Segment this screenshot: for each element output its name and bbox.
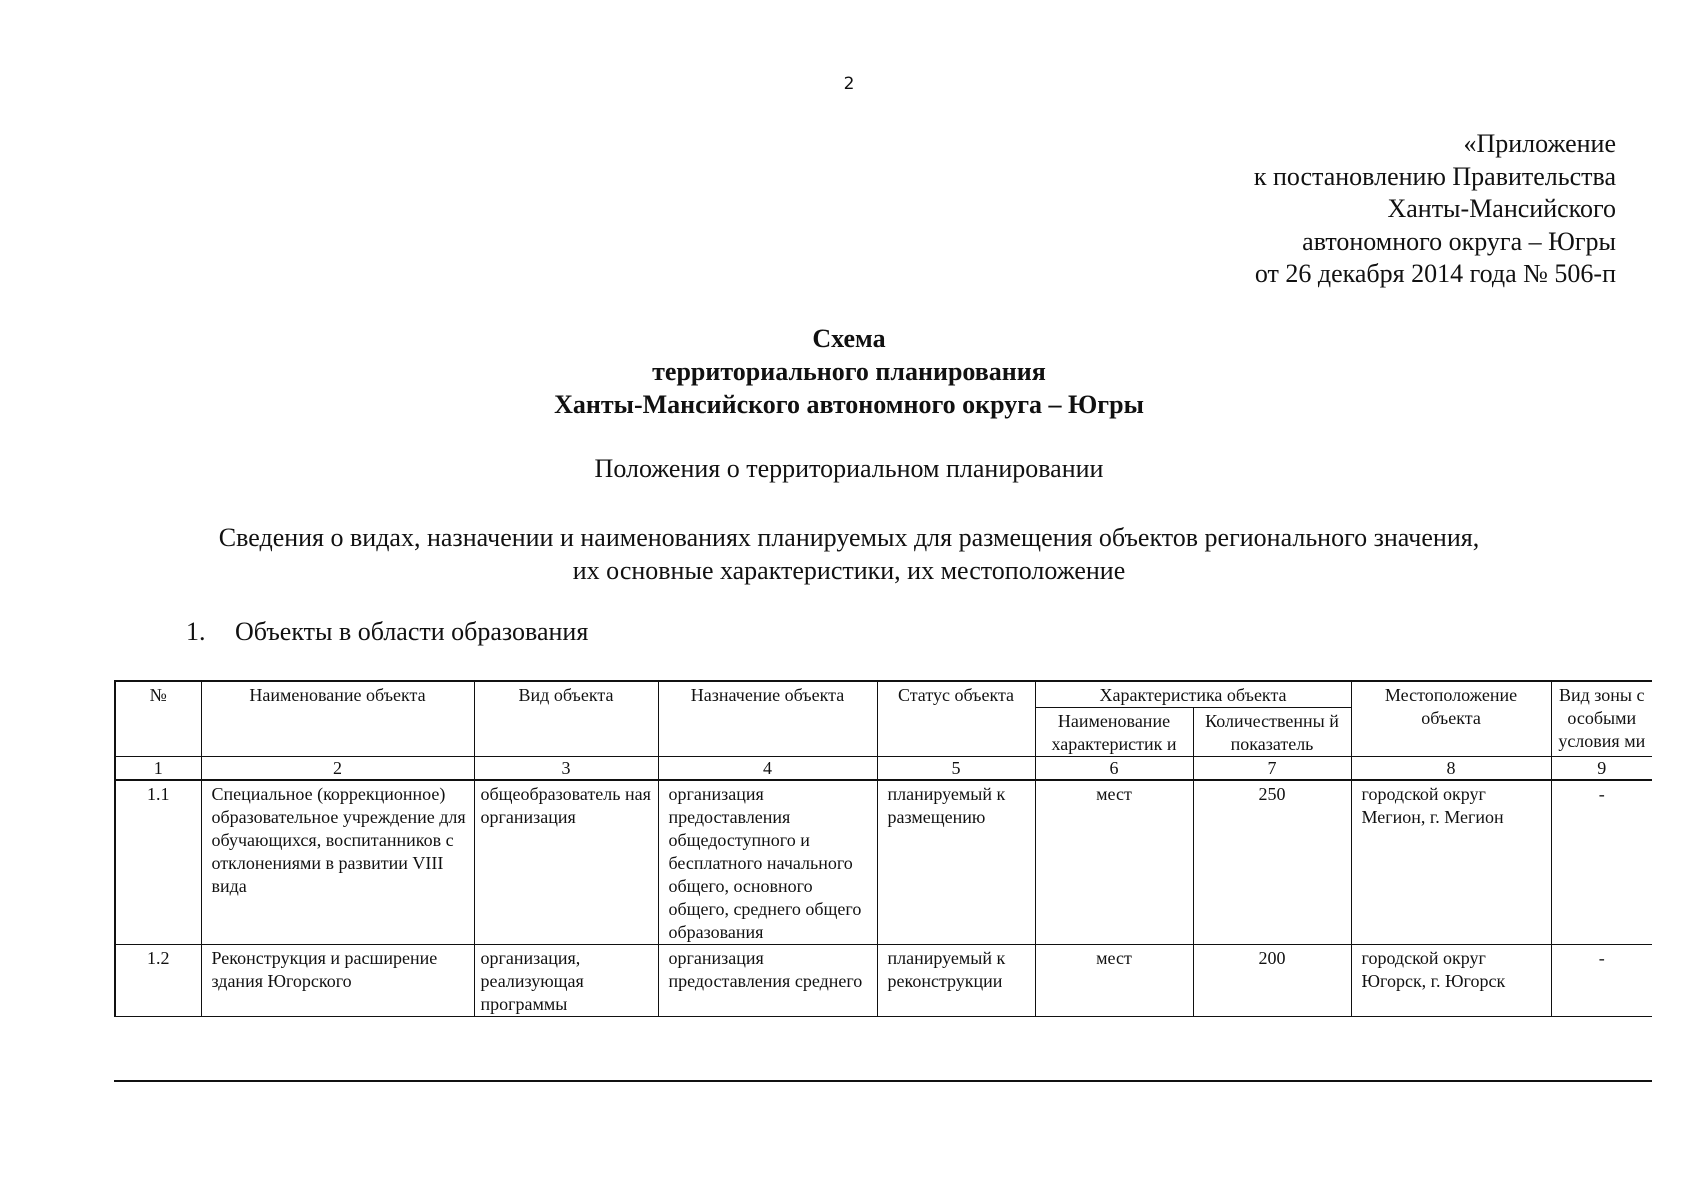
appendix-line: от 26 декабря 2014 года № 506-п: [1254, 259, 1616, 288]
cell-char-name: мест: [1035, 780, 1193, 945]
header-zone: Вид зоны с особыми условия ми: [1551, 681, 1652, 757]
header-location: Местоположение объекта: [1351, 681, 1551, 757]
header-num: №: [115, 681, 201, 757]
column-number: 8: [1351, 757, 1551, 781]
table-header: [115, 681, 1652, 780]
cell-location: городской округ Мегион, г. Мегион: [1351, 780, 1551, 945]
header-characteristic: Характеристика объекта: [1035, 681, 1351, 708]
column-number: 1: [115, 757, 201, 781]
column-number: 9: [1551, 757, 1652, 781]
info-line: их основные характеристики, их местоположение: [572, 556, 1126, 585]
cell-status: планируемый к реконструкции: [877, 945, 1035, 1017]
objects-table: [114, 680, 1652, 1017]
column-number: 7: [1193, 757, 1351, 781]
appendix-block: [1254, 128, 1616, 291]
cell-kind: организация, реализующая программы: [474, 945, 658, 1017]
column-number: 4: [658, 757, 877, 781]
cell-purpose: организация предоставления общедоступного и бесплатного начального общего, основного общего, среднего общего образования: [658, 780, 877, 945]
column-number: 2: [201, 757, 474, 781]
section-number: 1.: [186, 617, 206, 646]
cell-location: городской округ Югорск, г. Югорск: [1351, 945, 1551, 1017]
cell-char-qty: 250: [1193, 780, 1351, 945]
title-line: Схема: [812, 324, 886, 353]
page-number: 2: [843, 74, 855, 94]
section-title: Объекты в области образования: [235, 617, 589, 646]
info-heading: [0, 521, 1698, 587]
cell-num: 1.2: [115, 945, 201, 1017]
cell-zone: -: [1551, 945, 1652, 1017]
header-purpose: Назначение объекта: [658, 681, 877, 757]
cell-name: Специальное (коррекционное) образовательное учреждение для обучающихся, воспитанников с отклонениями в развитии VIII вида: [201, 780, 474, 945]
cell-status: планируемый к размещению: [877, 780, 1035, 945]
cell-char-name: мест: [1035, 945, 1193, 1017]
info-line: Сведения о видах, назначении и наименованиях планируемых для размещения объектов регионального значения,: [218, 523, 1480, 552]
appendix-line: «Приложение: [1463, 129, 1616, 158]
cell-kind: общеобразователь ная организация: [474, 780, 658, 945]
header-name: Наименование объекта: [201, 681, 474, 757]
appendix-line: Ханты-Мансийского: [1387, 194, 1616, 223]
appendix-line: автономного округа – Югры: [1302, 226, 1616, 256]
title-line: территориального планирования: [652, 357, 1046, 386]
table-row: [115, 945, 1652, 1017]
header-kind: Вид объекта: [474, 681, 658, 757]
section-heading: [186, 617, 588, 647]
column-number: 5: [877, 757, 1035, 781]
table-row: [115, 780, 1652, 945]
header-char-name: Наименование характеристик и: [1035, 708, 1193, 757]
column-number: 6: [1035, 757, 1193, 781]
cell-name: Реконструкция и расширение здания Югорского: [201, 945, 474, 1017]
appendix-line: к постановлению Правительства: [1253, 161, 1616, 191]
cell-purpose: организация предоставления среднего: [658, 945, 877, 1017]
title-line: Ханты-Мансийского автономного округа – Югры: [554, 390, 1144, 419]
cell-char-qty: 200: [1193, 945, 1351, 1017]
table-body: [115, 780, 1652, 1017]
cell-num: 1.1: [115, 780, 201, 945]
document-title: [0, 322, 1698, 421]
header-status: Статус объекта: [877, 681, 1035, 757]
document-subtitle: Положения о территориальном планировании: [594, 454, 1104, 483]
objects-table-wrapper: [114, 680, 1652, 1082]
cell-zone: -: [1551, 780, 1652, 945]
header-char-qty: Количественны й показатель: [1193, 708, 1351, 757]
column-number: 3: [474, 757, 658, 781]
